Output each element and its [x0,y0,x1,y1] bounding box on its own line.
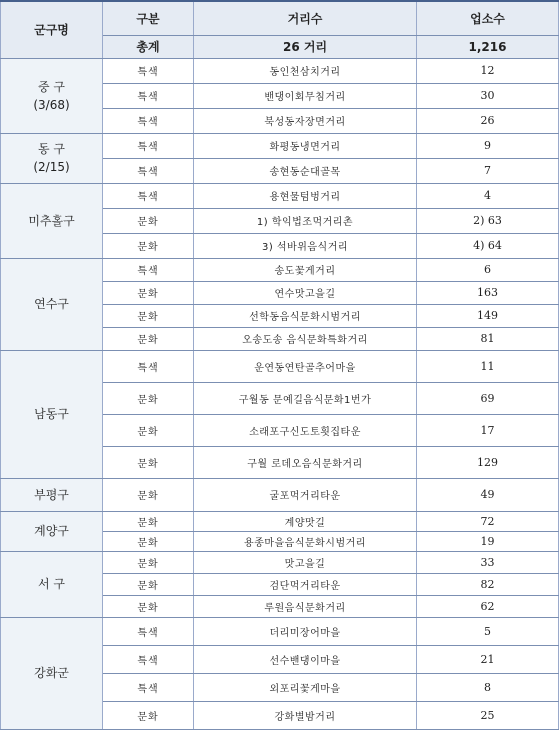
header-type: 구분 [103,1,194,35]
district-cell-bupyeong: 부평구 [1,478,103,511]
district-cell-seogu: 서 구 [1,551,103,617]
row-count: 129 [417,446,559,478]
row-type: 문화 [103,511,194,531]
table-row [1,58,559,83]
row-count: 4) 64 [417,233,559,258]
row-street: 선수밴댕이마을 [194,645,417,673]
row-street: 용종마을음식문화시범거리 [194,531,417,551]
row-count: 26 [417,108,559,133]
header-row [1,1,559,35]
row-type: 특색 [103,258,194,281]
table-row [1,183,559,208]
header-district: 군구명 [1,1,103,58]
total-type: 총계 [103,35,194,58]
row-street: 3) 석바위음식거리 [194,233,417,258]
table-row [1,258,559,281]
row-type: 문화 [103,551,194,573]
row-type: 문화 [103,701,194,729]
row-type: 문화 [103,327,194,350]
table-row [1,617,559,645]
row-count: 82 [417,573,559,595]
row-count: 21 [417,645,559,673]
row-street: 선학동음식문화시범거리 [194,304,417,327]
row-count: 8 [417,673,559,701]
table-row [1,478,559,511]
row-street: 외포리꽃게마을 [194,673,417,701]
row-type: 문화 [103,382,194,414]
row-street: 구월동 문예길음식문화1번가 [194,382,417,414]
table-row [1,551,559,573]
table-row [1,511,559,531]
row-street: 맛고을길 [194,551,417,573]
row-type: 특색 [103,350,194,382]
row-count: 25 [417,701,559,729]
row-count: 49 [417,478,559,511]
row-count: 9 [417,133,559,158]
row-count: 6 [417,258,559,281]
row-street: 1) 학익법조먹거리촌 [194,208,417,233]
row-street: 용현물텀벙거리 [194,183,417,208]
row-street: 소래포구신도토횟집타운 [194,414,417,446]
row-street: 연수맛고을길 [194,281,417,304]
row-street: 루원음식문화거리 [194,595,417,617]
row-type: 특색 [103,158,194,183]
row-count: 17 [417,414,559,446]
row-type: 특색 [103,108,194,133]
total-street: 26 거리 [194,35,417,58]
row-count: 30 [417,83,559,108]
district-name: 중 구 [38,79,65,94]
row-type: 특색 [103,58,194,83]
district-sub: (2/15) [33,160,70,174]
row-count: 72 [417,511,559,531]
row-count: 4 [417,183,559,208]
row-street: 오송도송 음식문화특화거리 [194,327,417,350]
row-type: 문화 [103,281,194,304]
row-type: 특색 [103,645,194,673]
row-count: 69 [417,382,559,414]
table-row [1,350,559,382]
table-row [1,133,559,158]
row-type: 문화 [103,208,194,233]
row-count: 163 [417,281,559,304]
row-street: 송현동순대골목 [194,158,417,183]
row-street: 화평동냉면거리 [194,133,417,158]
row-street: 계양맛길 [194,511,417,531]
row-street: 검단먹거리타운 [194,573,417,595]
district-cell-donggu [1,133,103,183]
district-name: 동 구 [38,142,65,156]
row-count: 12 [417,58,559,83]
row-street: 밴댕이회무침거리 [194,83,417,108]
row-street: 굴포먹거리타운 [194,478,417,511]
row-type: 특색 [103,183,194,208]
row-type: 문화 [103,414,194,446]
row-count: 11 [417,350,559,382]
row-count: 2) 63 [417,208,559,233]
row-count: 7 [417,158,559,183]
header-count: 업소수 [417,1,559,35]
district-cell-ganghwa: 강화군 [1,617,103,729]
row-count: 5 [417,617,559,645]
district-cell-michuhol: 미추홀구 [1,183,103,258]
row-street: 더리미장어마을 [194,617,417,645]
header-street: 거리수 [194,1,417,35]
row-count: 19 [417,531,559,551]
district-sub: (3/68) [33,97,70,112]
district-cell-namdong: 남동구 [1,350,103,478]
row-type: 문화 [103,573,194,595]
row-type: 문화 [103,304,194,327]
district-cell-yeonsu: 연수구 [1,258,103,350]
row-type: 특색 [103,133,194,158]
row-type: 문화 [103,595,194,617]
row-type: 문화 [103,531,194,551]
row-street: 동인천삼치거리 [194,58,417,83]
row-street: 강화별밤거리 [194,701,417,729]
row-street: 송도꽃게거리 [194,258,417,281]
row-count: 81 [417,327,559,350]
total-count: 1,216 [417,35,559,58]
district-cell-junggu [1,58,103,133]
row-count: 33 [417,551,559,573]
row-count: 62 [417,595,559,617]
row-type: 문화 [103,478,194,511]
row-street: 운연동연탄골추어마을 [194,350,417,382]
row-type: 문화 [103,446,194,478]
row-type: 특색 [103,673,194,701]
row-type: 특색 [103,83,194,108]
row-type: 특색 [103,617,194,645]
row-street: 구월 로데오음식문화거리 [194,446,417,478]
row-type: 문화 [103,233,194,258]
row-count: 149 [417,304,559,327]
row-street: 북성동자장면거리 [194,108,417,133]
district-cell-gyeyang: 계양구 [1,511,103,551]
